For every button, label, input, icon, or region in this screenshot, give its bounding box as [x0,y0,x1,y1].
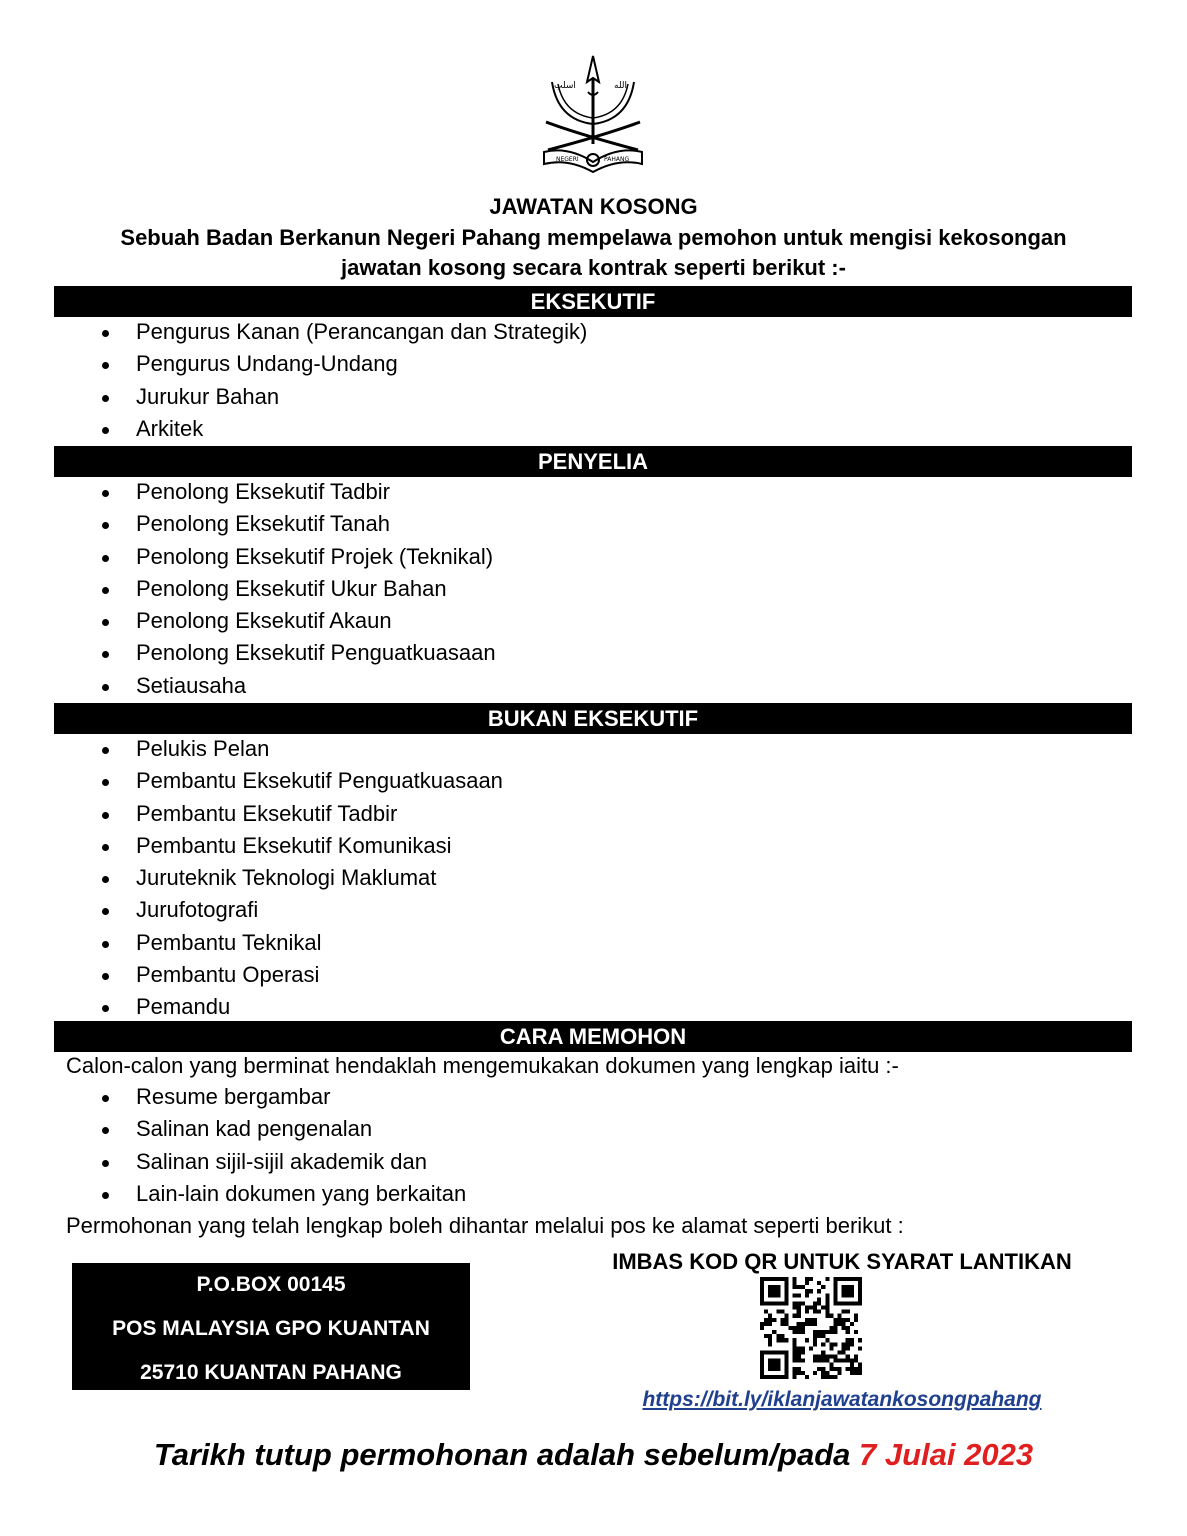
list-item: Penolong Eksekutif Akaun [0,605,496,637]
crest-graphic [538,52,648,176]
list-item: Arkitek [0,413,587,445]
closing-date: 7 Julai 2023 [859,1437,1034,1472]
section-heading-bukan-eksekutif: BUKAN EKSEKUTIF [54,703,1132,734]
crest-text-right: ﺍﻟﻠﻪ [614,81,628,91]
address-line-2: POS MALAYSIA GPO KUANTAN [112,1317,430,1340]
list-item: Resume bergambar [0,1081,466,1113]
list-item: Jurukur Bahan [0,381,587,413]
list-item: Pembantu Eksekutif Tadbir [0,798,503,830]
address-line-1: P.O.BOX 00145 [196,1273,346,1296]
closing-date-notice [0,1435,1187,1475]
list-item: Lain-lain dokumen yang berkaitan [0,1178,466,1210]
list-eksekutif [0,316,587,445]
list-item: Pelukis Pelan [0,733,503,765]
qr-title: IMBAS KOD QR UNTUK SYARAT LANTIKAN [612,1249,1072,1274]
list-item: Pembantu Teknikal [0,927,503,959]
list-item: Penolong Eksekutif Projek (Teknikal) [0,541,496,573]
list-item: Pengurus Kanan (Perancangan dan Strategik) [0,316,587,348]
state-crest-icon [538,52,648,176]
list-bukan-eksekutif [0,733,503,1024]
list-item: Penolong Eksekutif Tadbir [0,476,496,508]
list-item: Pembantu Eksekutif Penguatkuasaan [0,765,503,797]
subtitle-line-1: Sebuah Badan Berkanun Negeri Pahang mempelawa pemohon untuk mengisi kekosongan [120,225,1067,250]
section-heading-cara-memohon: CARA MEMOHON [54,1021,1132,1052]
list-item: Penolong Eksekutif Tanah [0,508,496,540]
crest-ribbon-left: NEGERI [556,156,579,163]
list-item: Jurufotografi [0,894,503,926]
qr-code-graphic [760,1277,862,1379]
page-title: JAWATAN KOSONG [489,194,698,219]
section-heading-penyelia: PENYELIA [54,446,1132,477]
closing-text: Tarikh tutup permohonan adalah sebelum/pada [153,1437,859,1472]
application-outro: Permohonan yang telah lengkap boleh dihantar melalui pos ke alamat seperti berikut : [66,1213,904,1238]
list-documents [0,1081,466,1210]
application-intro: Calon-calon yang berminat hendaklah mengemukakan dokumen yang lengkap iaitu :- [66,1053,899,1078]
list-item: Penolong Eksekutif Ukur Bahan [0,573,496,605]
list-item: Pembantu Operasi [0,959,503,991]
list-item: Setiausaha [0,670,496,702]
postal-address-box [72,1263,470,1390]
qr-code-icon[interactable] [760,1277,862,1379]
list-item: Salinan kad pengenalan [0,1113,466,1145]
crest-text-left: ﺍﺳﻠﺐ [554,81,576,91]
list-item: Penolong Eksekutif Penguatkuasaan [0,637,496,669]
section-heading-eksekutif: EKSEKUTIF [54,286,1132,317]
list-item: Pengurus Undang-Undang [0,348,587,380]
list-penyelia [0,476,496,702]
list-item: Salinan sijil-sijil akademik dan [0,1146,466,1178]
address-line-3: 25710 KUANTAN PAHANG [140,1361,402,1384]
list-item: Pembantu Eksekutif Komunikasi [0,830,503,862]
list-item: Pemandu [0,991,503,1023]
subtitle-line-2: jawatan kosong secara kontrak seperti berikut :- [341,255,846,280]
qr-link[interactable]: https://bit.ly/iklanjawatankosongpahang [642,1388,1042,1411]
list-item: Juruteknik Teknologi Maklumat [0,862,503,894]
crest-ribbon-right: PAHANG [604,156,630,163]
